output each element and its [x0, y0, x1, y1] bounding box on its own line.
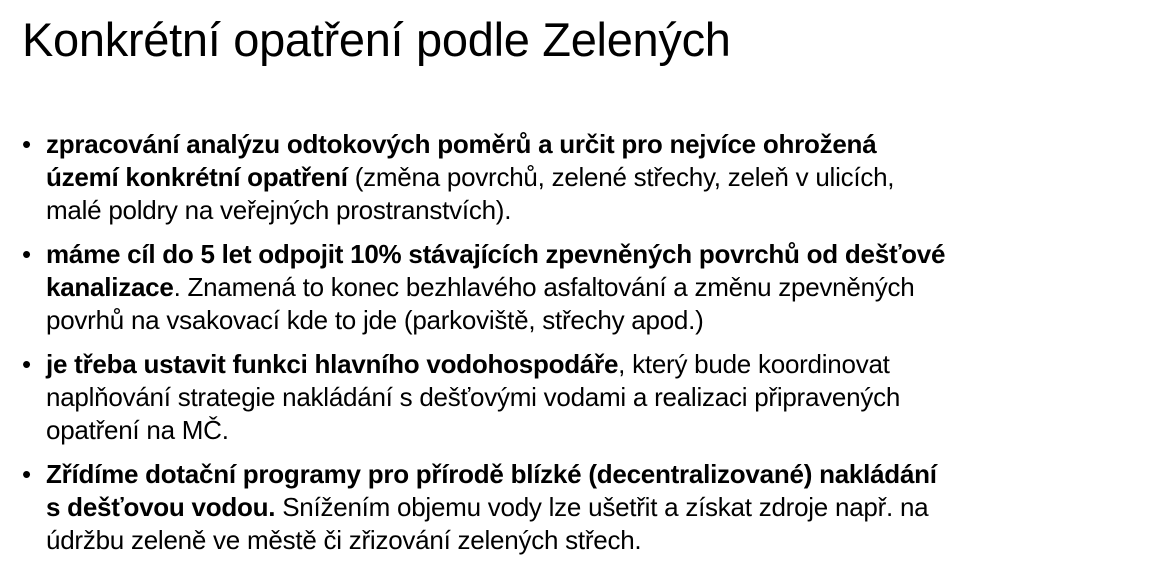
bullet-text: naplňování strategie nakládání s dešťovými vodami a realizaci připravených — [46, 382, 901, 412]
bullet-line — [46, 348, 1132, 381]
bullet-text-bold: území konkrétní opatření — [46, 162, 348, 192]
bullet-text-bold: je třeba ustavit funkci hlavního vodohospodáře — [46, 349, 619, 379]
bullet-line — [46, 458, 1132, 491]
bullet-text-bold: zpracování analýzu odtokových poměrů a určit pro nejvíce ohrožená — [46, 129, 877, 159]
bullet-line — [46, 414, 1132, 447]
slide-title: Konkrétní opatření podle Zelených — [22, 13, 731, 66]
bullet-line — [46, 128, 1132, 161]
bullet-item — [22, 128, 1132, 227]
bullet-marker-icon: • — [22, 129, 31, 159]
bullet-item — [22, 348, 1132, 447]
bullet-line — [46, 194, 1132, 227]
bullet-text: , který bude koordinovat — [618, 349, 890, 379]
bullet-marker-icon: • — [22, 239, 31, 269]
bullet-text: Snížením objemu vody lze ušetřit a získat zdroje např. na — [275, 492, 929, 522]
bullet-text: (změna povrchů, zelené střechy, zeleň v ulicích, — [347, 162, 895, 192]
bullet-line — [46, 381, 1132, 414]
bullet-line — [46, 491, 1132, 524]
bullet-text-bold: kanalizace — [46, 272, 174, 302]
bullet-text-bold: s dešťovou vodou. — [46, 492, 276, 522]
bullet-marker-icon: • — [22, 459, 31, 489]
bullet-text: opatření na MČ. — [46, 415, 229, 445]
bullet-line — [46, 524, 1132, 557]
bullet-text: . Znamená to konec bezhlavého asfaltování a změnu zpevněných — [173, 272, 915, 302]
bullet-text-bold: Zřídíme dotační programy pro přírodě blízké (decentralizované) nakládání — [46, 459, 937, 489]
bullet-text: povrhů na vsakovací kde to jde (parkoviště, střechy apod.) — [46, 305, 704, 335]
bullet-list — [22, 128, 1132, 568]
bullet-line — [46, 304, 1132, 337]
bullet-marker-icon: • — [22, 349, 31, 379]
bullet-item — [22, 238, 1132, 337]
bullet-line — [46, 271, 1132, 304]
bullet-line — [46, 161, 1132, 194]
bullet-text: malé poldry na veřejných prostranstvích). — [46, 195, 512, 225]
bullet-text: údržbu zeleně ve městě či zřizování zelených střech. — [46, 525, 642, 555]
bullet-text-bold: máme cíl do 5 let odpojit 10% stávajících zpevněných povrchů od dešťové — [46, 239, 946, 269]
bullet-item — [22, 458, 1132, 557]
bullet-line — [46, 238, 1132, 271]
